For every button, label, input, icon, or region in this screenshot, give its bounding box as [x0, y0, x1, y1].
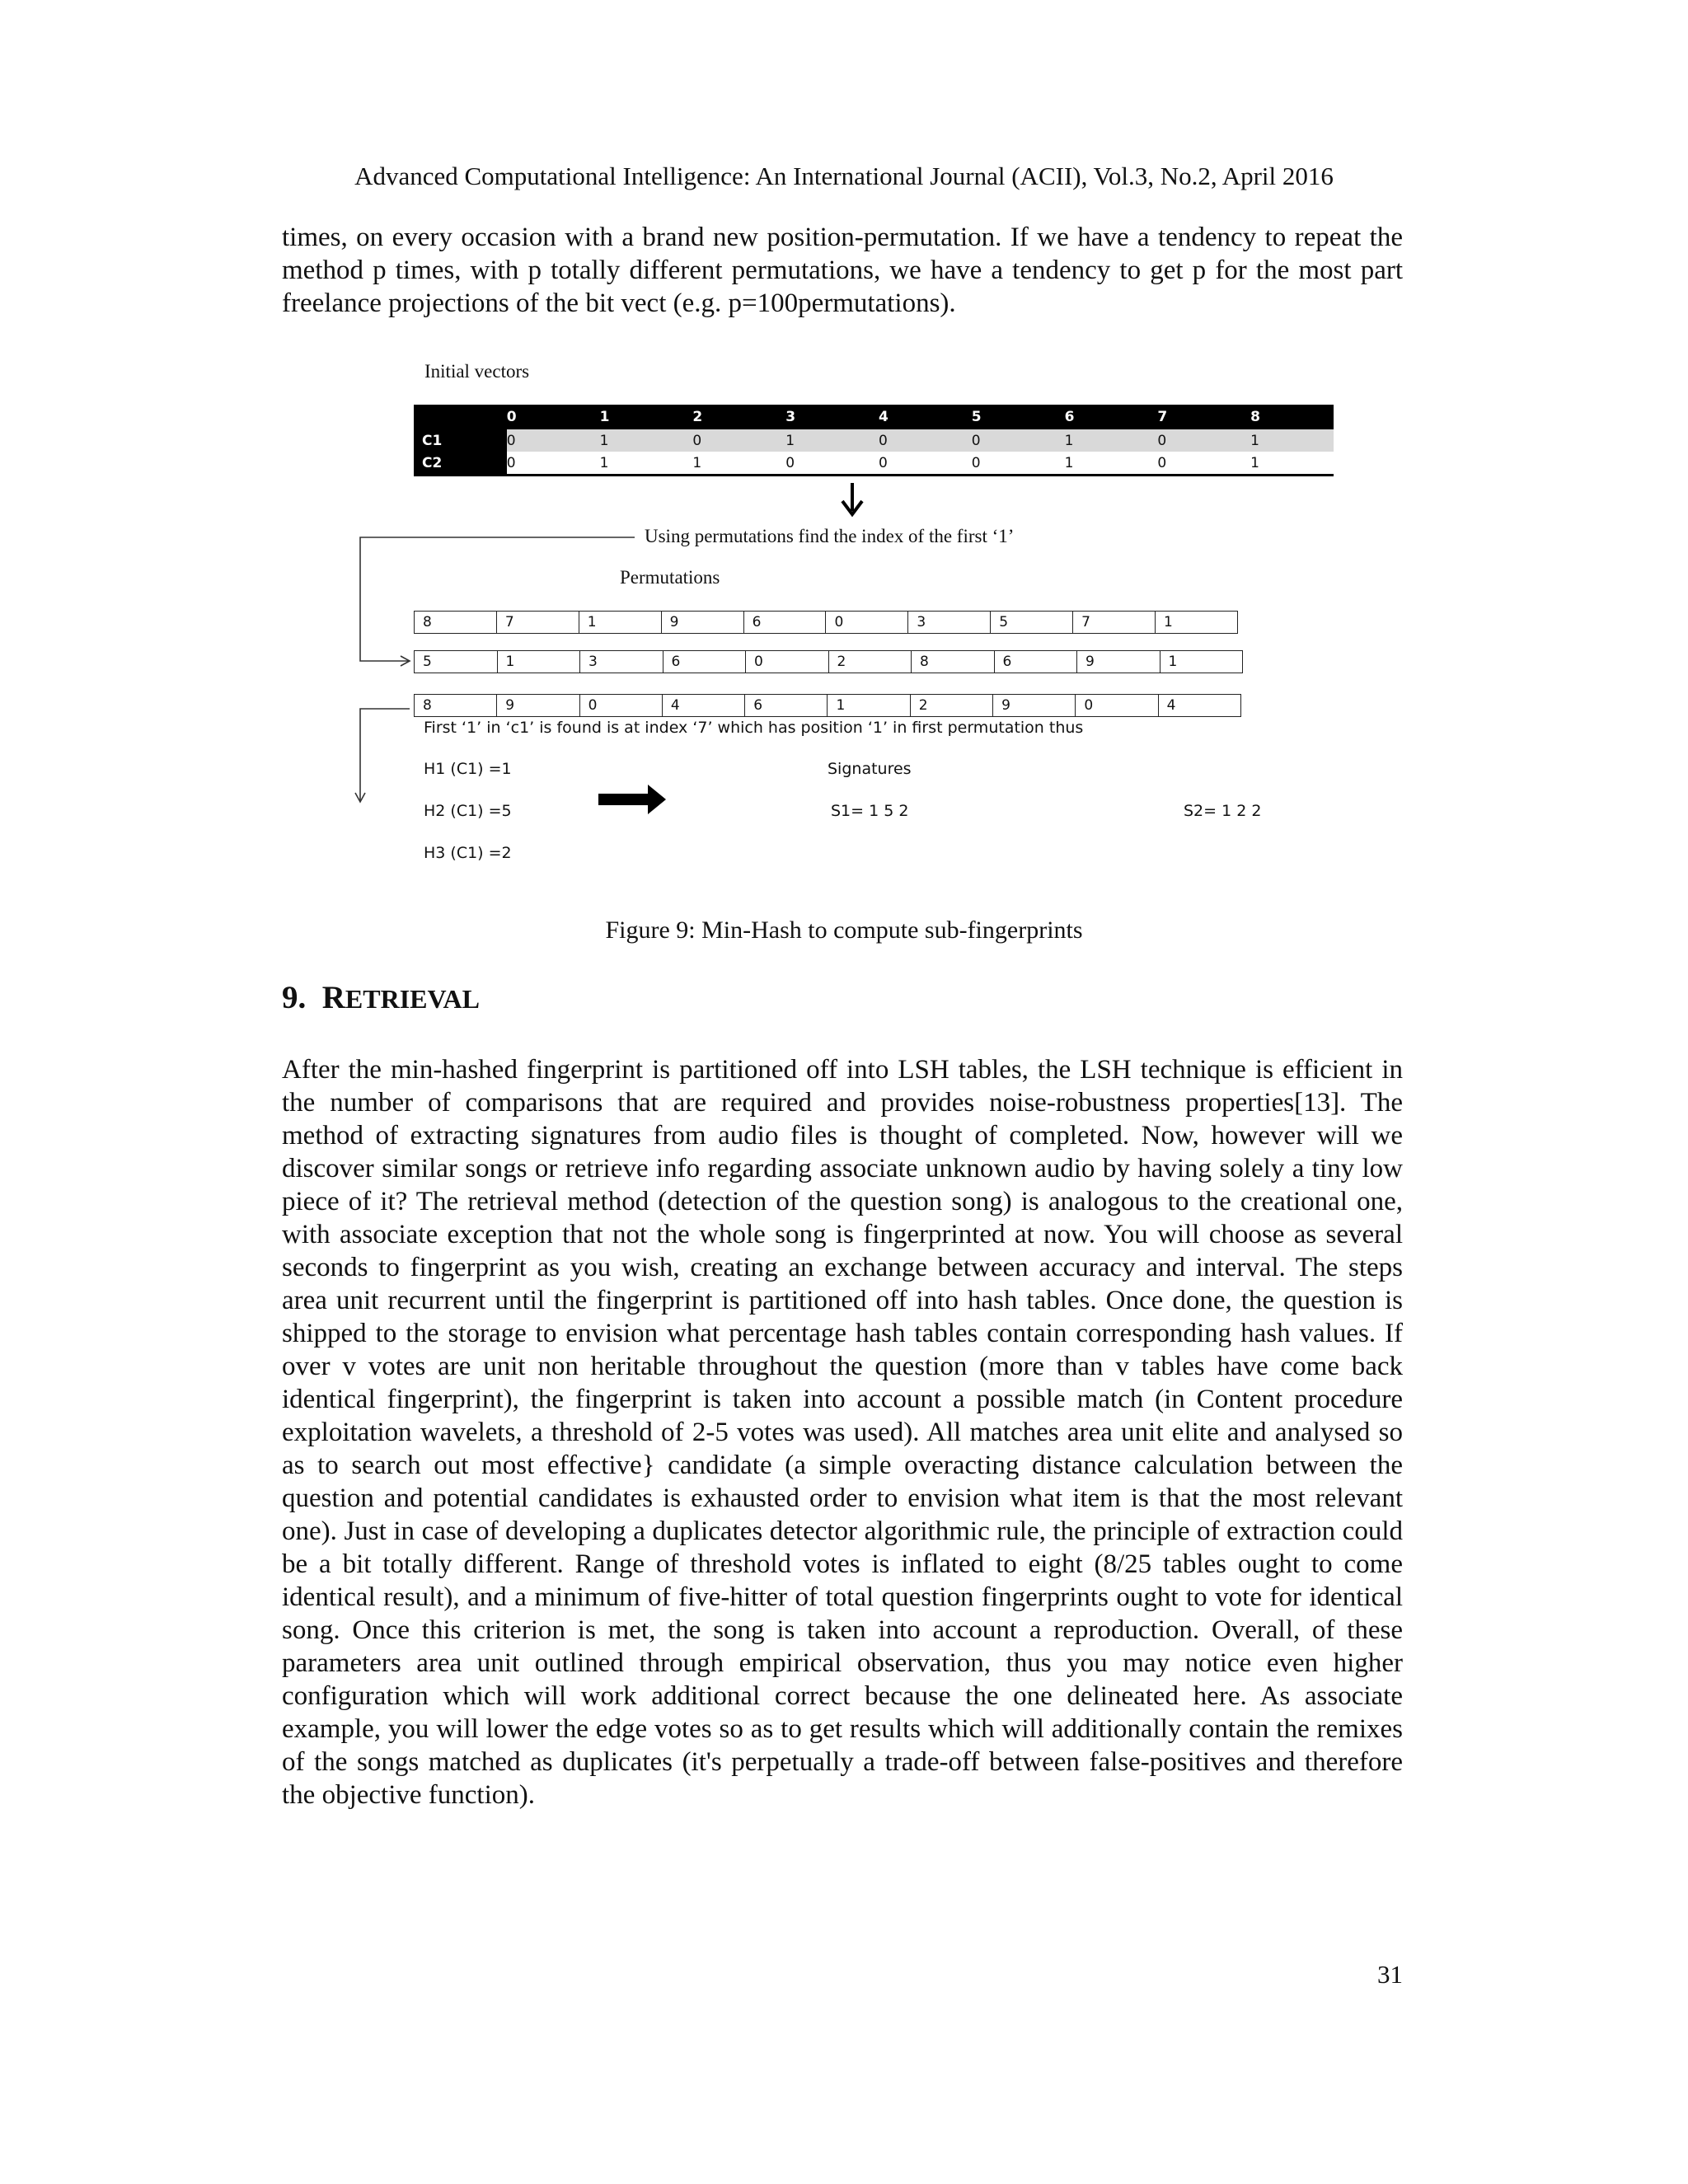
permutation-cell: 0: [579, 695, 662, 717]
permutation-cell: 4: [662, 695, 744, 717]
vector-cell: 0: [879, 429, 972, 452]
vector-cell: 1: [785, 429, 879, 452]
vector-cell: 0: [972, 429, 1065, 452]
permutation-cell: 9: [661, 612, 743, 634]
vector-cell: 0: [1157, 452, 1250, 476]
permutation-cell: 3: [580, 651, 663, 673]
vector-col-header: 6: [1065, 405, 1158, 429]
permutation-cell: 6: [994, 651, 1077, 673]
vector-cell: 1: [1065, 429, 1158, 452]
figure-min-hash: [330, 346, 1368, 907]
vector-col-header: 7: [1157, 405, 1250, 429]
permutation-cell: 6: [663, 651, 746, 673]
retrieval-paragraph: After the min-hashed fingerprint is partitioned off into LSH tables, the LSH technique is efficient in the number of comparisons that are required and provides noise-robustness properties[13]. The method of extracting signatures from audio files is thought of completed. Now, however will we discover similar songs or retrieve info regarding associate unknown audio by having solely a tiny low piece of it? The retrieval method (detection of the question song) is analogous to the creational one, with associate exception that not the whole song is fingerprinted at now. You will choose as several seconds to fingerprint as you wish, creating an exchange between accuracy and interval. The steps area unit recurrent until the fingerprint is partitioned off into hash tables. Once done, the question is shipped to the storage to envision what percentage hash tables contain corresponding hash values. If over v votes are unit non heritable throughout the question (more than v tables have come back identical fingerprint), the fingerprint is taken into account a possible match (in Content procedure exploitation wavelets, a threshold of 2-5 votes was used). All matches area unit elite and analysed so as to search out most effective} candidate (a simple overacting distance calculation between the question and potential candidates is exhausted order to envision what item is that the most relevant one). Just in case of developing a duplicates detector algorithmic rule, the principle of extraction could be a bit totally different. Range of threshold votes is inflated to eight (8/25 tables ought to come identical result), and a minimum of five-hitter of total question fingerprints ought to vote for identical song. Once this criterion is met, the song is taken into account a reproduction. Overall, of these parameters area unit outlined through empirical observation, thus you may notice even higher configuration which will work additional correct because the one delineated here. As associate example, you will lower the edge votes so as to get results which will additionally contain the remixes of the songs matched as duplicates (it's perpetually a trade-off between false-positives and therefore the objective function).: [282, 1055, 1403, 1810]
hash-h3: H3 (C1) =2: [424, 844, 512, 862]
permutations-label: Permutations: [620, 567, 720, 588]
vector-cell: 1: [1250, 452, 1334, 476]
running-header: Advanced Computational Intelligence: An International Journal (ACII), Vol.3, No.2, April 2016: [354, 162, 1334, 190]
permutation-cell: 6: [745, 695, 828, 717]
permutation-cell: 9: [497, 695, 579, 717]
permutation-cell: 8: [415, 612, 497, 634]
permutation-cell: 2: [828, 651, 912, 673]
permutation-cell: 8: [415, 695, 497, 717]
permutation-cell: 0: [1076, 695, 1158, 717]
vector-col-header: 8: [1250, 405, 1334, 429]
connector-arrow-icon: [360, 537, 635, 666]
vector-cell: 1: [600, 452, 693, 476]
permutation-cell: 1: [579, 612, 661, 634]
vector-cell: 1: [600, 429, 693, 452]
vector-row-label: C1: [414, 429, 507, 452]
hash-h1: H1 (C1) =1: [424, 760, 512, 778]
permutation-cell: 3: [908, 612, 991, 634]
permutation-cell: 1: [497, 651, 580, 673]
signature-s2: S2= 1 2 2: [1184, 802, 1262, 820]
initial-vectors-label: Initial vectors: [424, 361, 530, 382]
vector-cell: 1: [1065, 452, 1158, 476]
permutation-cell: 1: [1160, 651, 1243, 673]
figure-caption: Figure 9: Min-Hash to compute sub-fingerprints: [605, 916, 1083, 944]
permutation-row-3: [414, 694, 1241, 717]
down-arrow-icon: [842, 483, 862, 514]
vector-col-header: 1: [600, 405, 693, 429]
intro-paragraph: times, on every occasion with a brand new position-permutation. If we have a tendency to repeat the method p times, with p totally different permutations, we have a tendency to get p for the most part freelance projections of the bit vect (e.g. p=100permutations).: [282, 223, 1403, 318]
permutation-cell: 0: [826, 612, 908, 634]
permutation-cell: 7: [1073, 612, 1156, 634]
permutation-cell: 7: [496, 612, 579, 634]
vector-col-header: 4: [879, 405, 972, 429]
vector-row-label: C2: [414, 452, 507, 476]
vector-col-header: 2: [692, 405, 785, 429]
permutation-cell: 1: [828, 695, 910, 717]
permutation-cell: 1: [1156, 612, 1238, 634]
section-number: 9.: [282, 980, 307, 1015]
vector-cell: 1: [692, 452, 785, 476]
permutation-cell: 6: [743, 612, 826, 634]
permutation-cell: 5: [991, 612, 1073, 634]
vector-cell: 0: [692, 429, 785, 452]
vector-col-header: 3: [785, 405, 879, 429]
vector-col-header: 5: [972, 405, 1065, 429]
vector-cell: 1: [1250, 429, 1334, 452]
permutation-cell: 9: [993, 695, 1076, 717]
permutation-cell: 4: [1158, 695, 1240, 717]
permutation-row-1: [414, 611, 1238, 634]
vector-cell: 0: [507, 452, 600, 476]
vector-cell: 0: [972, 452, 1065, 476]
using-permutations-label: Using permutations find the index of the first ‘1’: [645, 526, 1015, 546]
page-number: 31: [1377, 1960, 1403, 1989]
vector-cell: 0: [879, 452, 972, 476]
hash-h2: H2 (C1) =5: [424, 802, 512, 820]
section-title-rest: ETRIEVAL: [345, 984, 480, 1014]
right-arrow-icon: [598, 785, 666, 814]
vector-cell: 0: [785, 452, 879, 476]
signatures-label: Signatures: [828, 760, 912, 778]
vector-cell: 0: [1157, 429, 1250, 452]
vector-col-header: 0: [507, 405, 600, 429]
section-heading: [282, 979, 480, 1016]
permutation-cell: 9: [1077, 651, 1160, 673]
connector-down-arrow-icon: [355, 709, 410, 802]
section-title-initial: R: [321, 980, 345, 1015]
vector-cell: 0: [507, 429, 600, 452]
permutation-cell: 2: [910, 695, 992, 717]
permutation-row-2: [414, 650, 1243, 673]
signature-s1: S1= 1 5 2: [831, 802, 909, 820]
permutation-cell: 5: [415, 651, 498, 673]
permutation-cell: 0: [746, 651, 829, 673]
first-one-note: First ‘1’ in ‘c1’ is found is at index ‘7’ which has position ‘1’ in first permutation thus: [424, 719, 1084, 737]
permutation-cell: 8: [912, 651, 995, 673]
